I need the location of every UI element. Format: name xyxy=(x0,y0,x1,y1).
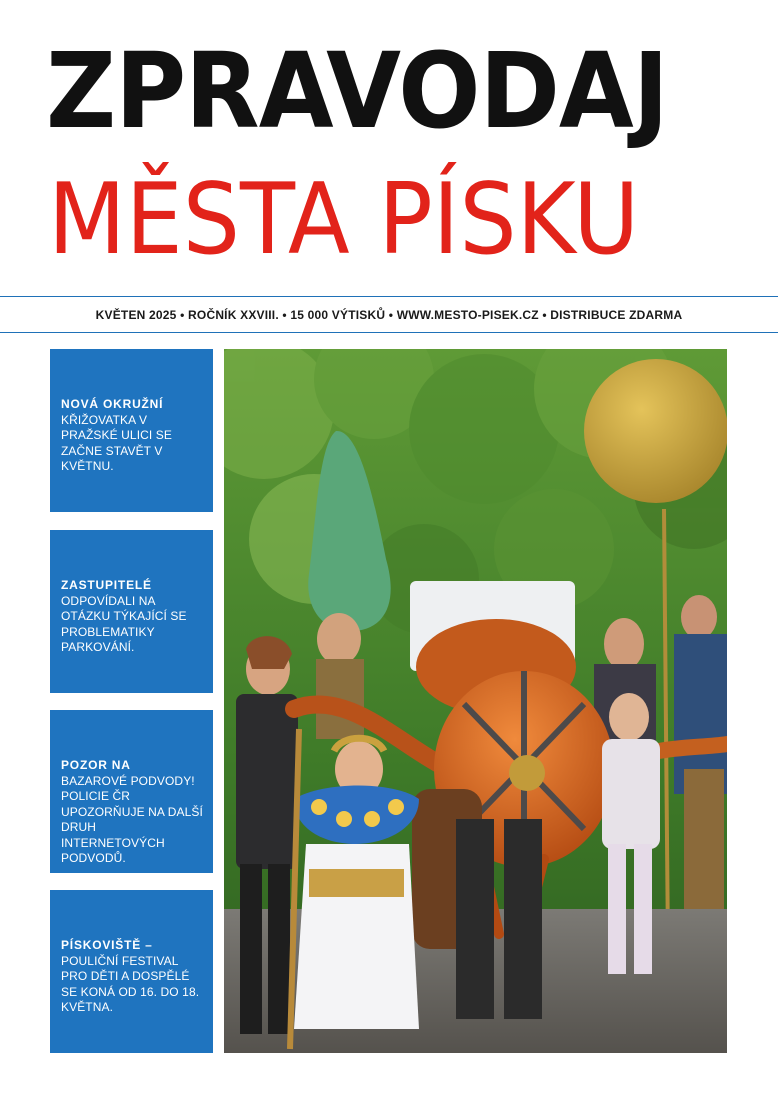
masthead-title-line1: ZPRAVODAJ xyxy=(46,30,668,152)
teaser-box-1[interactable] xyxy=(50,349,213,512)
issue-info-bar xyxy=(0,303,778,327)
teaser-heading: POZOR NA xyxy=(61,758,131,772)
teaser-heading: ZASTUPITELÉ xyxy=(61,578,152,592)
website-link[interactable]: WWW.MESTO-PISEK.CZ xyxy=(396,308,539,322)
teaser-box-4[interactable] xyxy=(50,890,213,1053)
separator: • xyxy=(388,308,394,322)
teaser-text: POULIČNÍ FESTIVAL PRO DĚTI A DOSPĚLÉ SE KONÁ OD 16. DO 18. KVĚTNA. xyxy=(61,953,200,1014)
separator: • xyxy=(282,308,287,322)
rule-bottom xyxy=(0,332,778,333)
rule-top xyxy=(0,296,778,297)
teaser-heading: NOVÁ OKRUŽNÍ xyxy=(61,397,164,411)
issue-volume: ROČNÍK XXVIII. xyxy=(188,308,279,322)
distribution-note: DISTRIBUCE ZDARMA xyxy=(550,308,683,322)
separator: • xyxy=(542,308,547,322)
teaser-text: BAZAROVÉ PODVODY! POLICIE ČR UPOZORŇUJE NA DALŠÍ DRUH INTERNETOVÝCH PODVODŮ. xyxy=(61,773,203,865)
teaser-box-2[interactable] xyxy=(50,530,213,693)
separator: • xyxy=(180,308,185,322)
gold-disc xyxy=(584,359,727,503)
issue-date: KVĚTEN 2025 xyxy=(95,308,177,322)
print-run: 15 000 VÝTISKŮ xyxy=(290,308,386,322)
teaser-heading: PÍSKOVIŠTĚ – xyxy=(61,938,153,952)
teaser-text: KŘIŽOVATKA V PRAŽSKÉ ULICI SE ZAČNE STAVĚT V KVĚTNU. xyxy=(61,412,172,473)
masthead-title-line2: MĚSTA PÍSKU xyxy=(48,163,640,277)
teaser-box-3[interactable] xyxy=(50,710,213,873)
cover-photo xyxy=(224,349,727,1053)
teaser-text: ODPOVÍDALI NA OTÁZKU TÝKAJÍCÍ SE PROBLEMATIKY PARKOVÁNÍ. xyxy=(61,593,187,654)
